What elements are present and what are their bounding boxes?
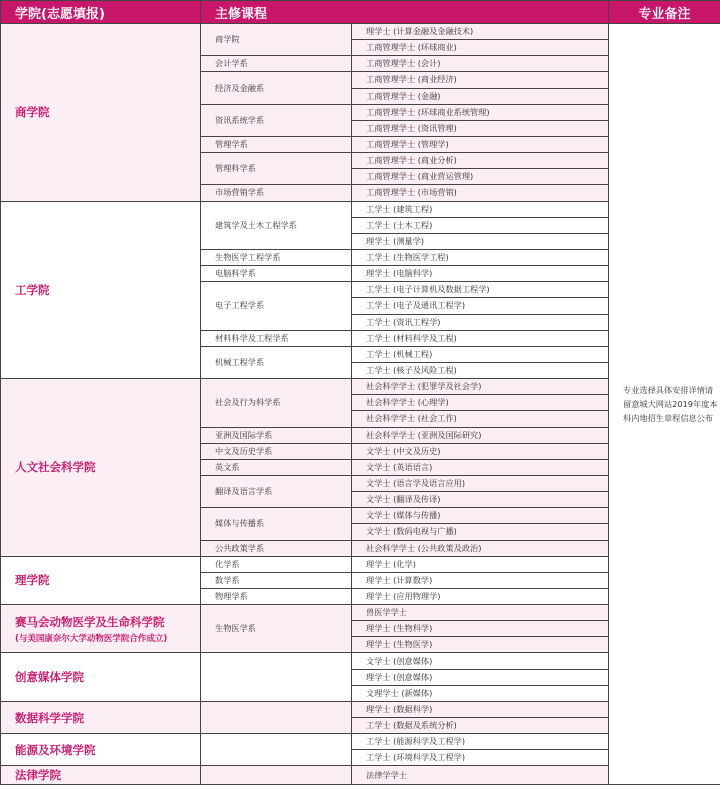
degree-cell: 文学士 (创意媒体) — [352, 653, 609, 669]
degree-cell: 理学士 (电脑科学) — [352, 266, 609, 282]
degree-cell: 理学士 (生物医学) — [352, 637, 609, 653]
degree-cell: 理学士 (应用物理学) — [352, 588, 609, 604]
major-cell: 物理学系 — [201, 588, 352, 604]
degree-cell: 工学士 (核子及风险工程) — [352, 362, 609, 378]
major-cell: 建筑学及土木工程学系 — [201, 201, 352, 249]
major-cell: 管理学系 — [201, 136, 352, 152]
degree-cell: 理学士 (化学) — [352, 556, 609, 572]
degree-cell: 理学士 (计算数学) — [352, 572, 609, 588]
degree-cell: 理学士 (数据科学) — [352, 701, 609, 717]
major-cell — [201, 734, 352, 766]
major-cell: 生物医学系 — [201, 605, 352, 653]
degree-cell: 文学士 (中文及历史) — [352, 443, 609, 459]
degree-cell: 工商管理学士 (资讯管理) — [352, 120, 609, 136]
degree-cell: 工学士 (电子计算机及数据工程学) — [352, 282, 609, 298]
major-cell: 翻译及语言学系 — [201, 475, 352, 507]
college-name: 理学院 — [15, 573, 50, 588]
table-body — [1, 24, 720, 785]
degree-cell: 工学士 (资讯工程学) — [352, 314, 609, 330]
degree-cell: 工商管理学士 (商业营运管理) — [352, 169, 609, 185]
major-cell: 英文系 — [201, 459, 352, 475]
major-cell: 公共政策学系 — [201, 540, 352, 556]
degree-cell: 工商管理学士 (环球商业) — [352, 40, 609, 56]
degree-cell: 社会科学学士 (亚洲及国际研究) — [352, 427, 609, 443]
degree-cell: 工学士 (生物医学工程) — [352, 249, 609, 265]
major-cell: 化学系 — [201, 556, 352, 572]
college-name-cell — [1, 605, 201, 653]
degree-cell: 文理学士 (新媒体) — [352, 685, 609, 701]
college-name-cell — [1, 24, 201, 202]
college-column-header: 学院(志愿填报) — [1, 1, 201, 24]
degree-cell: 工商管理学士 (市场营销) — [352, 185, 609, 201]
college-name: 工学院 — [15, 282, 50, 297]
degree-cell: 工商管理学士 (商业经济) — [352, 72, 609, 88]
major-column-header: 主修课程 — [201, 1, 609, 24]
degree-cell: 文学士 (媒体与传播) — [352, 508, 609, 524]
remark-cell: 专业选择具体安排详情请留意城大网站2019年度本科内地招生章程信息公布 — [609, 24, 720, 785]
degree-cell: 文学士 (数码电视与广播) — [352, 524, 609, 540]
major-cell: 管理科学系 — [201, 153, 352, 185]
degree-cell: 工学士 (机械工程) — [352, 346, 609, 362]
major-cell: 材料科学及工程学系 — [201, 330, 352, 346]
college-name-cell — [1, 379, 201, 557]
college-name-cell — [1, 653, 201, 701]
major-cell: 媒体与传播系 — [201, 508, 352, 540]
degree-cell: 工学士 (建筑工程) — [352, 201, 609, 217]
college-name-cell — [1, 556, 201, 604]
degree-cell: 工学士 (能源科学及工程学) — [352, 734, 609, 750]
major-cell — [201, 653, 352, 701]
degree-cell: 工商管理学士 (管理学) — [352, 136, 609, 152]
major-cell: 会计学系 — [201, 56, 352, 72]
college-name-cell — [1, 701, 201, 733]
major-cell: 亚洲及国际学系 — [201, 427, 352, 443]
college-name: 赛马会动物医学及生命科学院 — [15, 614, 165, 629]
college-name-cell — [1, 734, 201, 766]
degree-cell: 工商管理学士 (会计) — [352, 56, 609, 72]
degree-cell: 文学士 (英语语言) — [352, 459, 609, 475]
major-cell: 中文及历史学系 — [201, 443, 352, 459]
degree-cell: 社会科学学士 (心理学) — [352, 395, 609, 411]
degree-cell: 工学士 (数据及系统分析) — [352, 718, 609, 734]
major-cell: 生物医学工程学系 — [201, 249, 352, 265]
college-name-cell — [1, 766, 201, 785]
degree-cell: 工学士 (土木工程) — [352, 217, 609, 233]
degree-cell: 社会科学学士 (社会工作) — [352, 411, 609, 427]
major-cell: 电脑科学系 — [201, 266, 352, 282]
college-name: 法律学院 — [15, 768, 61, 783]
degree-cell: 理学士 (测量学) — [352, 233, 609, 249]
header-row — [1, 1, 720, 24]
remark-column-header: 专业备注 — [609, 1, 720, 24]
major-cell: 经济及金融系 — [201, 72, 352, 104]
major-cell: 市场营销学系 — [201, 185, 352, 201]
major-cell: 资讯系统学系 — [201, 104, 352, 136]
degree-cell: 法律学学士 — [352, 766, 609, 785]
degree-cell: 文学士 (翻译及传译) — [352, 492, 609, 508]
table-row — [1, 24, 720, 40]
degree-cell: 兽医学学士 — [352, 605, 609, 621]
degree-cell: 工学士 (材料科学及工程) — [352, 330, 609, 346]
degree-cell: 工学士 (环境科学及工程学) — [352, 750, 609, 766]
major-cell: 机械工程学系 — [201, 346, 352, 378]
degree-cell: 工商管理学士 (商业分析) — [352, 153, 609, 169]
college-name-cell — [1, 201, 201, 379]
degree-cell: 理学士 (创意媒体) — [352, 669, 609, 685]
college-name: 商学院 — [15, 105, 50, 120]
major-cell — [201, 701, 352, 733]
major-cell: 数学系 — [201, 572, 352, 588]
college-name: 人文社会科学院 — [15, 460, 96, 475]
college-name: 数据科学学院 — [15, 710, 84, 725]
major-cell: 社会及行为科学系 — [201, 379, 352, 427]
major-cell — [201, 766, 352, 785]
degree-cell: 文学士 (语言学及语言应用) — [352, 475, 609, 491]
degree-cell: 理学士 (生物科学) — [352, 621, 609, 637]
degree-cell: 理学士 (计算金融及金融技术) — [352, 24, 609, 40]
college-subtitle: (与美国康奈尔大学动物医学院合作成立) — [15, 633, 168, 644]
major-cell: 商学院 — [201, 24, 352, 56]
major-cell: 电子工程学系 — [201, 282, 352, 330]
college-name: 创意媒体学院 — [15, 670, 84, 685]
degree-cell: 工商管理学士 (环球商业系统管理) — [352, 104, 609, 120]
degree-cell: 社会科学学士 (公共政策及政治) — [352, 540, 609, 556]
college-name: 能源及环境学院 — [15, 742, 96, 757]
degree-cell: 工商管理学士 (金融) — [352, 88, 609, 104]
degree-cell: 社会科学学士 (犯罪学及社会学) — [352, 379, 609, 395]
degree-cell: 工学士 (电子及通讯工程学) — [352, 298, 609, 314]
